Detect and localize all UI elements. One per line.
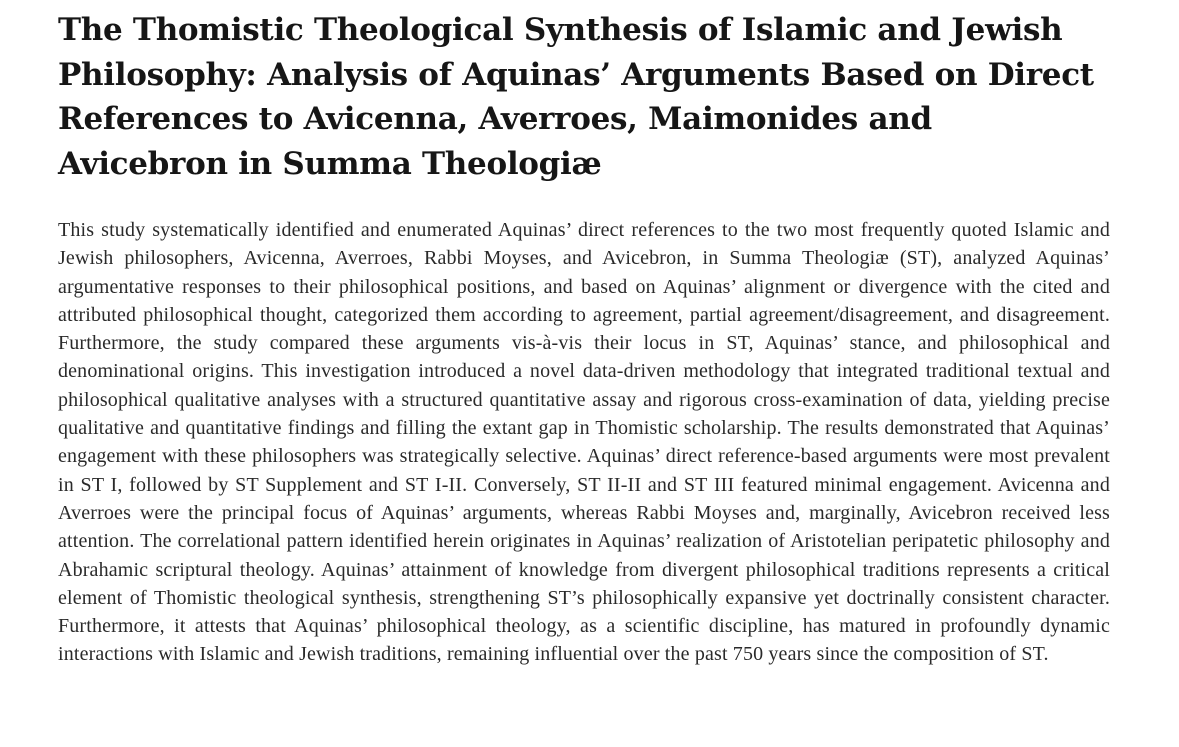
paper-title: The Thomistic Theological Synthesis of Islamic and Jewish Philosophy: Analysis of Aquinas’ Arguments Based on Direct References to Avicenna, Averroes, Maimonides and Avicebron in Summa Theologiæ (58, 12, 1094, 182)
paper-page (58, 8, 1110, 669)
abstract-text: This study systematically identified and enumerated Aquinas’ direct references to the two most frequently quoted Islamic and Jewish philosophers, Avicenna, Averroes, Rabbi Moyses, and Avicebron, in Summa Theologiæ (ST), analyzed Aquinas’ argumentative responses to their philosophical positions, and based on Aquinas’ alignment or divergence with the cited and attributed philosophical thought, categorized them according to agreement, partial agreement/disagreement, and disagreement. Furthermore, the study compared these arguments vis-à-vis their locus in ST, Aquinas’ stance, and philosophical and denominational origins. This investigation introduced a novel data-driven methodology that integrated traditional textual and philosophical qualitative analyses with a structured quantitative assay and rigorous cross-examination of data, yielding precise qualitative and quantitative findings and filling the extant gap in Thomistic scholarship. The results demonstrated that Aquinas’ engagement with these philosophers was strategically selective. Aquinas’ direct reference-based arguments were most prevalent in ST I, followed by ST Supplement and ST I-II. Conversely, ST II-II and ST III featured minimal engagement. Avicenna and Averroes were the principal focus of Aquinas’ arguments, whereas Rabbi Moyses and, marginally, Avicebron received less attention. The correlational pattern identified herein originates in Aquinas’ realization of Aristotelian peripatetic philosophy and Abrahamic scriptural theology. Aquinas’ attainment of knowledge from divergent philosophical traditions represents a critical element of Thomistic theological synthesis, strengthening ST’s philosophically expansive yet doctrinally consistent character. Furthermore, it attests that Aquinas’ philosophical theology, as a scientific discipline, has matured in profoundly dynamic interactions with Islamic and Jewish traditions, remaining influential over the past 750 years since the composition of ST. (58, 219, 1110, 666)
